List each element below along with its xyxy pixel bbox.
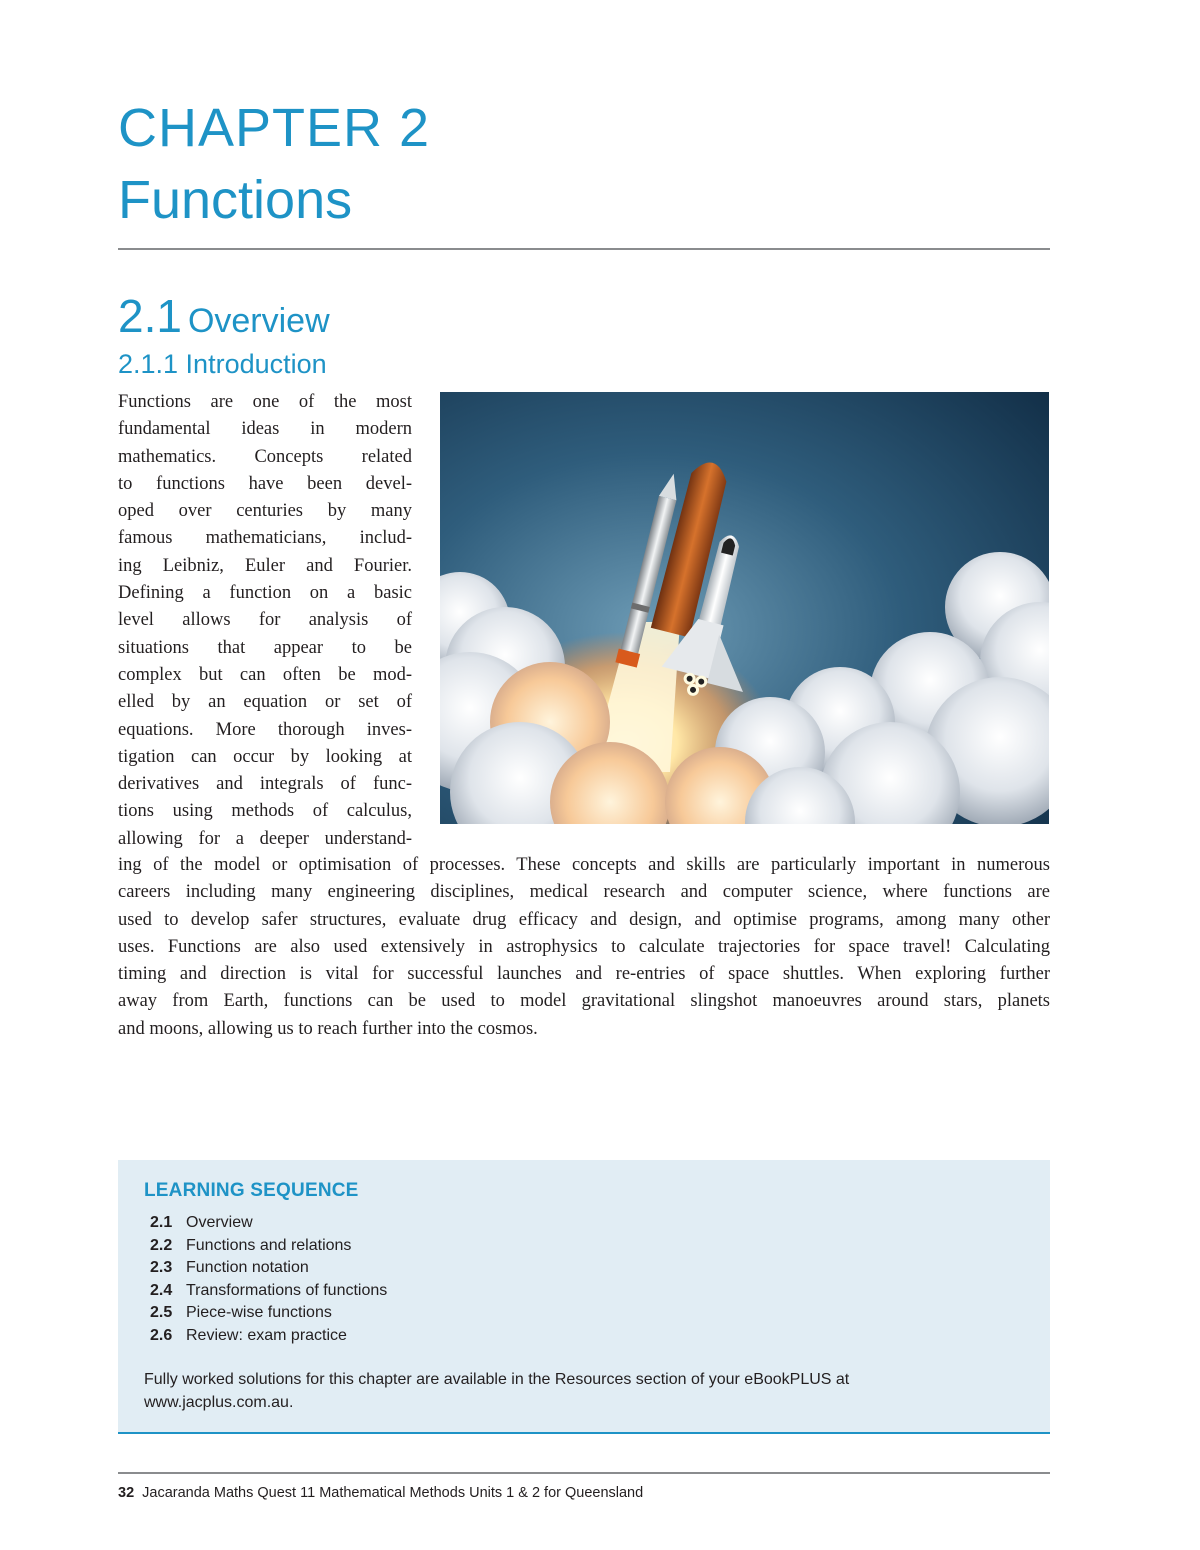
jacplus-link[interactable]: www.jacplus.com.au.	[144, 1393, 294, 1411]
intro-line: allowing for a deeper understand-	[118, 828, 412, 849]
intro-line: ing of the model or optimisation of processes. These concepts and skills are particularly important in numerous	[118, 855, 1050, 875]
learning-sequence-item[interactable]	[150, 1325, 387, 1348]
intro-line: uses. Functions are also used extensively in astrophysics to calculate trajectories for space travel! Calculating	[118, 936, 1050, 957]
learning-sequence-heading: LEARNING SEQUENCE	[144, 1180, 359, 1201]
intro-line: complex but can often be mod-	[118, 664, 412, 685]
page-footer	[118, 1485, 643, 1501]
intro-line: oped over centuries by many	[118, 501, 412, 522]
item-label: Function notation	[186, 1259, 309, 1277]
intro-line: to functions have been devel-	[118, 473, 412, 494]
intro-line: careers including many engineering disciplines, medical research and computer science, where functions are	[118, 882, 1050, 903]
space-shuttle-photo	[440, 392, 1049, 824]
page-number: 32	[118, 1485, 135, 1501]
learning-sequence-list	[150, 1212, 387, 1348]
intro-line: level allows for analysis of	[118, 610, 412, 631]
intro-paragraph-continuation	[118, 852, 1050, 1043]
item-label: Review: exam practice	[186, 1326, 347, 1344]
intro-line: mathematics. Concepts related	[118, 446, 412, 467]
chapter-label: CHAPTER 2	[118, 98, 431, 158]
learning-sequence-item[interactable]	[150, 1212, 387, 1235]
solutions-note-text: Fully worked solutions for this chapter are available in the Resources section of your eBookPLUS at	[144, 1371, 850, 1388]
intro-line: fundamental ideas in modern	[118, 419, 412, 440]
chapter-title: Functions	[118, 170, 353, 230]
item-label: Piece-wise functions	[186, 1304, 332, 1322]
item-number: 2.5	[150, 1304, 173, 1322]
intro-line: away from Earth, functions can be used to model gravitational slingshot manoeuvres around stars, planets	[118, 991, 1050, 1012]
intro-line: equations. More thorough inves-	[118, 719, 412, 740]
intro-line: Functions are one of the most	[118, 392, 412, 412]
learning-sequence-item[interactable]	[150, 1235, 387, 1258]
section-number: 2.1	[118, 290, 182, 342]
section-title: Overview	[187, 302, 330, 340]
intro-line: famous mathematicians, includ-	[118, 528, 412, 549]
learning-sequence-item[interactable]	[150, 1280, 387, 1303]
solutions-note	[144, 1369, 1024, 1414]
item-number: 2.1	[150, 1214, 173, 1231]
item-label: Functions and relations	[186, 1236, 352, 1254]
intro-line: and moons, allowing us to reach further into the cosmos.	[118, 1018, 538, 1039]
subsection-heading: 2.1.1 Introduction	[118, 349, 327, 379]
item-number: 2.2	[150, 1236, 173, 1254]
intro-line: situations that appear to be	[118, 637, 412, 658]
item-label: Overview	[186, 1214, 253, 1231]
learning-sequence-item[interactable]	[150, 1257, 387, 1280]
footer-divider	[118, 1472, 1050, 1474]
intro-line: tions using methods of calculus,	[118, 801, 412, 822]
intro-line: used to develop safer structures, evaluate drug efficacy and design, and optimise programs, among many other	[118, 909, 1050, 930]
intro-line: Defining a function on a basic	[118, 583, 412, 604]
book-title: Jacaranda Maths Quest 11 Mathematical Methods Units 1 & 2 for Queensland	[142, 1485, 644, 1501]
item-number: 2.6	[150, 1326, 173, 1344]
item-label: Transformations of functions	[186, 1281, 388, 1299]
intro-line: elled by an equation or set of	[118, 692, 412, 713]
learning-sequence-item[interactable]	[150, 1302, 387, 1325]
intro-line: ing Leibniz, Euler and Fourier.	[118, 555, 412, 576]
chapter-divider	[118, 248, 1050, 250]
intro-line: derivatives and integrals of func-	[118, 774, 412, 795]
intro-line: timing and direction is vital for successful launches and re-entries of space shuttles. When exploring further	[118, 964, 1050, 985]
item-number: 2.4	[150, 1281, 173, 1299]
intro-line: tigation can occur by looking at	[118, 746, 412, 767]
intro-paragraph-column	[118, 389, 412, 853]
item-number: 2.3	[150, 1259, 173, 1277]
section-heading	[118, 290, 330, 347]
